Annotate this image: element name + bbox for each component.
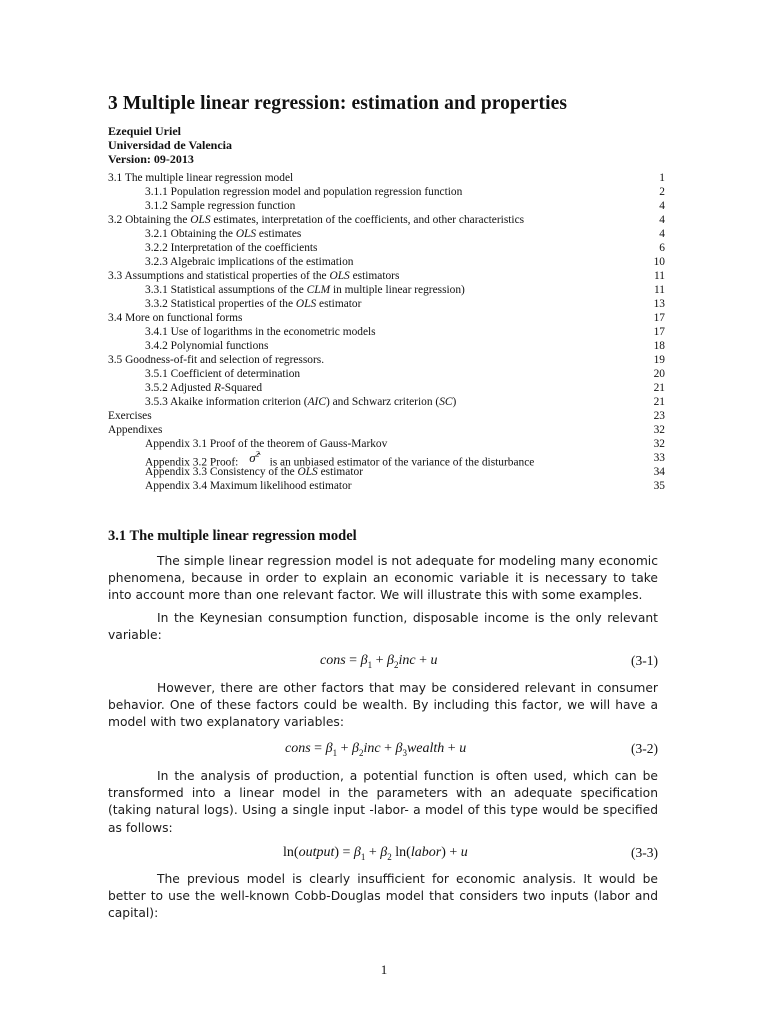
author-affiliation: Universidad de Valencia (108, 138, 233, 152)
toc-entry-title: Appendix 3.1 Proof of the theorem of Gauss-Markov (145, 438, 388, 450)
equation-3-1 (108, 653, 658, 671)
equation-3-3-number: (3-3) (631, 845, 658, 860)
toc-entry-title: 3.5.3 Akaike information criterion (AIC) and Schwarz criterion (SC) (145, 396, 457, 408)
toc-entry[interactable] (108, 311, 665, 325)
author-name: Ezequiel Uriel (108, 124, 181, 138)
toc-entry-page: 1 (659, 172, 665, 184)
toc-entry-page: 18 (653, 340, 665, 352)
toc-entry-title: 3.2 Obtaining the OLS estimates, interpretation of the coefficients, and other characteristics (108, 214, 525, 226)
toc-entry-page: 33 (653, 452, 665, 464)
toc-entry[interactable] (108, 395, 665, 409)
equation-3-3 (108, 845, 658, 863)
toc-entry-title: 3.3.1 Statistical assumptions of the CLM in multiple linear regression) (145, 284, 465, 296)
toc-entry[interactable] (108, 437, 665, 451)
toc-entry[interactable] (108, 297, 665, 311)
toc-entry-title: 3.3.2 Statistical properties of the OLS estimator (145, 298, 362, 310)
toc-entry[interactable] (108, 409, 665, 423)
toc-entry-page: 21 (653, 382, 665, 394)
paragraph-4: In the analysis of production, a potential function is often used, which can be transformed into a linear model in the parameters with an adequate specification (taking natural logs). Using a single input -labor- a model of this type would be specified as follows: (108, 769, 658, 835)
document-title: 3 Multiple linear regression: estimation and properties (108, 93, 568, 114)
toc-entry-title: Exercises (108, 410, 152, 422)
toc-entry-page: 32 (653, 438, 665, 450)
toc-entry[interactable] (108, 339, 665, 353)
toc-entry-page: 21 (653, 396, 665, 408)
toc-entry-title: 3.3 Assumptions and statistical properties of the OLS estimators (108, 270, 400, 282)
toc-entry[interactable] (108, 283, 665, 297)
page-number: 1 (380, 962, 388, 977)
toc-entry[interactable] (108, 269, 665, 283)
paragraph-3: However, there are other factors that may be considered relevant in consumer behavior. One of these factors could be wealth. By including this factor, we will have a model with two explanatory variables: (108, 681, 658, 730)
toc-entry-title: Appendixes (108, 424, 163, 436)
equation-3-2 (108, 741, 658, 759)
document-version: Version: 09-2013 (108, 152, 194, 166)
toc-entry-page: 10 (653, 256, 665, 268)
toc-entry-title: 3.1.1 Population regression model and population regression function (145, 186, 463, 198)
author-block (108, 124, 232, 166)
toc-entry-page: 20 (653, 368, 665, 380)
toc-entry[interactable] (108, 255, 665, 269)
toc-entry-page: 11 (654, 284, 665, 296)
toc-entry[interactable] (108, 450, 665, 469)
toc-entry[interactable] (108, 479, 665, 493)
toc-entry-title: 3.1.2 Sample regression function (145, 200, 296, 212)
toc-entry-title: 3.1 The multiple linear regression model (108, 172, 294, 184)
toc-entry[interactable] (108, 325, 665, 339)
toc-entry-page: 4 (659, 228, 665, 240)
toc-entry-page: 13 (653, 298, 665, 310)
toc-entry-title: 3.4.1 Use of logarithms in the econometric models (145, 326, 376, 338)
toc-entry[interactable] (108, 423, 665, 437)
toc-entry-page: 17 (653, 312, 665, 324)
toc-entry[interactable] (108, 381, 665, 395)
toc-entry[interactable] (108, 241, 665, 255)
section-heading: 3.1 The multiple linear regression model (108, 528, 357, 544)
toc-entry-page: 4 (659, 214, 665, 226)
toc-entry-title: Appendix 3.4 Maximum likelihood estimator (145, 480, 352, 492)
toc-entry[interactable] (108, 171, 665, 185)
toc-entry-title: 3.5.2 Adjusted R-Squared (145, 382, 263, 394)
equation-3-2-formula: cons = $\beta_1 + \beta_2inc$ + $\beta_3wealth + u$ (285, 741, 467, 758)
paragraph-2: In the Keynesian consumption function, disposable income is the only relevant variable: (108, 611, 658, 643)
toc-entry[interactable] (108, 199, 665, 213)
toc-entry[interactable] (108, 367, 665, 381)
toc-entry-page: 4 (659, 200, 665, 212)
toc-entry-page: 23 (653, 410, 665, 422)
toc-entry-page: 11 (654, 270, 665, 282)
paragraph-1: The simple linear regression model is not adequate for modeling many economic phenomena, because in order to explain an economic variable it is necessary to take into account more than one relevant factor. We will illustrate this with some examples. (108, 554, 658, 603)
toc-entry[interactable] (108, 227, 665, 241)
equation-3-1-formula: cons = $\beta_1 + \beta_2inc + u$ (320, 653, 438, 670)
sigma-hat-symbol: σ̂$^2$ (249, 450, 260, 466)
toc-entry-title: 3.2.3 Algebraic implications of the estimation (145, 256, 354, 268)
toc-entry[interactable] (108, 185, 665, 199)
equation-3-3-formula: ln(output) = $\beta_1 + \beta_2$ ln(labor) + u (283, 845, 468, 862)
toc-entry-title: 3.4.2 Polynomial functions (145, 340, 269, 352)
toc-entry-page: 2 (659, 186, 665, 198)
table-of-contents (108, 171, 665, 493)
toc-entry-title: 3.5.1 Coefficient of determination (145, 368, 301, 380)
toc-entry-title: Appendix 3.2 Proof: σ̂$^2$is an unbiased estimator of the variance of the disturbance (145, 450, 535, 469)
toc-entry[interactable] (108, 465, 665, 479)
toc-entry-title: 3.2.2 Interpretation of the coefficients (145, 242, 318, 254)
toc-entry-title: Appendix 3.3 Consistency of the OLS estimator (145, 466, 364, 478)
toc-entry-page: 17 (653, 326, 665, 338)
toc-entry-page: 35 (653, 480, 665, 492)
paragraph-5: The previous model is clearly insufficient for economic analysis. It would be better to use the well-known Cobb-Douglas model that considers two inputs (labor and capital): (108, 872, 658, 921)
toc-entry-page: 6 (659, 242, 665, 254)
toc-entry-page: 34 (653, 466, 665, 478)
toc-entry-page: 19 (653, 354, 665, 366)
equation-3-1-number: (3-1) (631, 653, 658, 668)
toc-entry[interactable] (108, 353, 665, 367)
toc-entry-title: 3.2.1 Obtaining the OLS estimates (145, 228, 302, 240)
equation-3-2-number: (3-2) (631, 741, 658, 756)
toc-entry[interactable] (108, 213, 665, 227)
toc-entry-page: 32 (653, 424, 665, 436)
toc-entry-title: 3.4 More on functional forms (108, 312, 243, 324)
toc-entry-title: 3.5 Goodness-of-fit and selection of regressors. (108, 354, 325, 366)
